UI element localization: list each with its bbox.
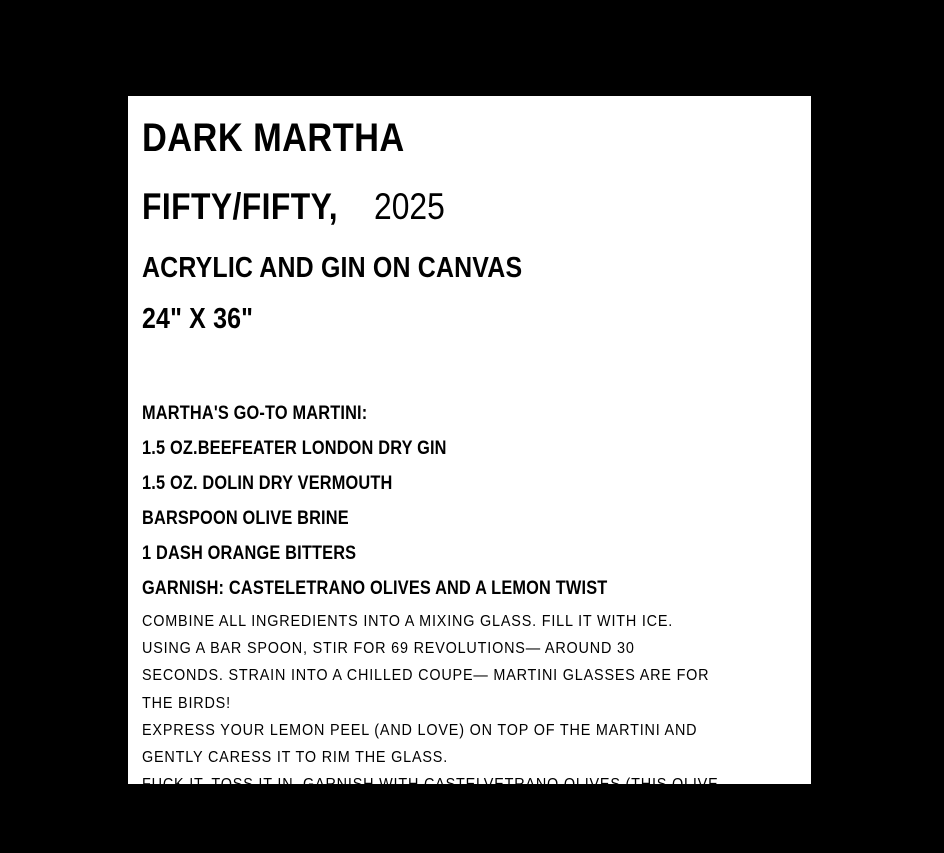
instruction-paragraph: COMBINE ALL INGREDIENTS INTO A MIXING GLASS. FILL IT WITH ICE. USING A BAR SPOON, STIR FOR 69 REVOLUTIONS— AROUND 30 SECONDS. STRAIN INTO A CHILLED COUPE— MARTINI GLASSES ARE FOR THE BIRDS! xyxy=(142,613,710,712)
section-divider xyxy=(142,342,783,404)
artwork-medium: ACRYLIC AND GIN ON CANVAS xyxy=(142,252,523,284)
recipe-heading: MARTHA'S GO-TO MARTINI: xyxy=(142,403,368,424)
list-item: BARSPOON OLIVE BRINE xyxy=(142,508,349,529)
list-item: 1 DASH ORANGE BITTERS xyxy=(142,543,357,564)
artwork-title: FIFTY/FIFTY, xyxy=(142,186,339,227)
instruction-paragraph: TAKE YOUR CLOTHES OFF AND ENJOY! xyxy=(142,830,445,848)
artwork-dimensions: 24" X 36" xyxy=(142,303,254,335)
page-title: DARK MARTHA xyxy=(142,116,405,160)
instruction-paragraph: FUCK IT, TOSS IT IN. GARNISH WITH CASTELVETRANO OLIVES (THIS OLIVE CHOICE IS CRUCIAL). xyxy=(142,776,719,821)
card-content xyxy=(128,96,811,853)
artwork-year: 2025 xyxy=(373,186,445,227)
list-item: 1.5 OZ.BEEFEATER LONDON DRY GIN xyxy=(142,438,447,459)
recipe-instructions xyxy=(142,608,783,853)
brush-stroke-icon xyxy=(916,284,944,340)
artwork-title-line xyxy=(142,188,783,225)
recipe-garnish: GARNISH: CASTELETRANO OLIVES AND A LEMON TWIST xyxy=(142,578,608,599)
artwork-label-card xyxy=(128,96,811,848)
instruction-paragraph: EXPRESS YOUR LEMON PEEL (AND LOVE) ON TOP OF THE MARTINI AND GENTLY CARESS IT TO RIM THE GLASS. xyxy=(142,721,698,766)
list-item: 1.5 OZ. DOLIN DRY VERMOUTH xyxy=(142,473,393,494)
